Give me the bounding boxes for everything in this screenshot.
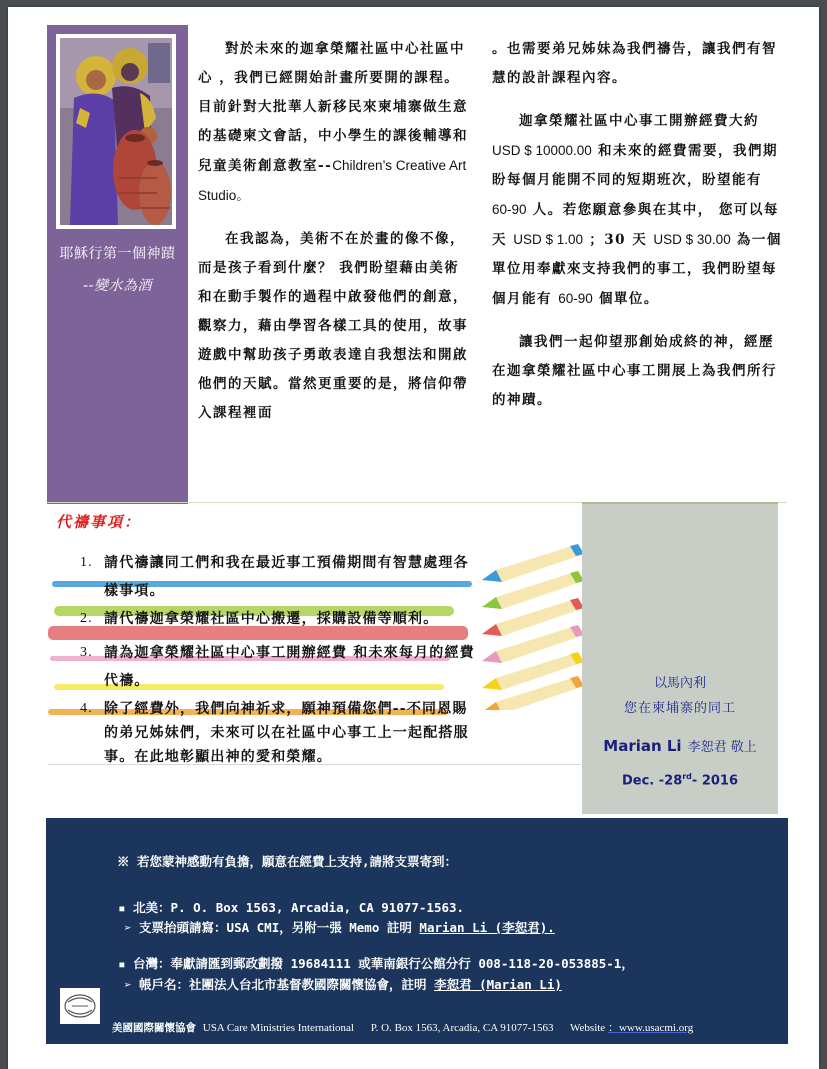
org-name-cn: 美國國際關懷協會 xyxy=(112,1022,196,1034)
prayer-title: 代禱事項： xyxy=(56,513,142,531)
org-info-line xyxy=(112,1019,693,1035)
donation-footer xyxy=(46,818,788,1044)
org-address: P. O. Box 1563, Arcadia, CA 91077-1563 xyxy=(370,1022,554,1034)
prayer-item: 1. 請代禱讓同工們和我在最近事工預備期間有智慧處理各樣事項。 xyxy=(80,555,469,599)
taiwan-account-name: ➢ 帳戶名：社團法人台北市基督教國際關懷協會，註明 李恕君 (Marian Li) xyxy=(124,977,562,992)
signature-date: Dec. -28rd- 2016 xyxy=(621,772,739,789)
org-name-en: USA Care Ministries International xyxy=(202,1022,354,1034)
signature-greeting: 以馬內利 xyxy=(653,676,706,691)
icon-painting-image xyxy=(56,34,176,229)
daily-amount: USD $ 1.00 xyxy=(513,232,583,247)
signature-name-cn: 李恕君 敬上 xyxy=(687,740,757,755)
unit-count: 60-90 xyxy=(558,291,593,306)
sidebar-panel xyxy=(47,25,188,504)
signature-panel xyxy=(582,502,778,814)
sidebar-caption-subtitle: --變水為酒 xyxy=(82,278,153,294)
north-america-check-instructions: ➢ 支票抬頭請寫：USA CMI，另附一張 Memo 註明 Marian Li (李恕君). xyxy=(124,920,555,935)
body-column-1 xyxy=(198,35,474,442)
paragraph-prayer-request: 。也需要弟兄姊妹為我們禱告，讓我們有智慧的設計課程內容。 xyxy=(492,41,777,86)
crayons-illustration xyxy=(478,540,588,710)
body-column-2 xyxy=(492,35,782,429)
sidebar-caption-title: 耶穌行第一個神蹟 xyxy=(59,246,176,262)
signature-role: 您在柬埔寨的同工 xyxy=(623,701,736,716)
startup-cost-amount: USD $ 10000.00 xyxy=(492,143,592,158)
monthly-unit-amount: USD $ 30.00 xyxy=(653,232,731,247)
prayer-item: 4. 除了經費外，我們向神祈求，願神預備您們--不同恩賜的弟兄姊妹們，未來可以在社區中心事工上一起配搭服事。在此地彰顯出神的愛和榮耀。 xyxy=(80,701,469,765)
paragraph-closing: 讓我們一起仰望那創始成終的神，經歷在迦拿榮耀社區中心事工開展上為我們所行的神蹟。 xyxy=(492,334,777,408)
signature-name xyxy=(582,736,778,755)
people-count: 60-90 xyxy=(492,202,527,217)
prayer-list xyxy=(80,549,480,769)
taiwan-bank-info: ▪ 台灣：奉獻請匯到郵政劃撥 19684111 或華南銀行公館分行 008-118-20-053885-1， xyxy=(118,956,634,971)
paragraph-art-philosophy: 在我認為，美術不在於畫的像不像，而是孩子看到什麼？ 我們盼望藉由美術和在動手製作的過程中啟發他們的創意，觀察力，藉由學習各樣工具的使用，故事遊戲中幫助孩子勇敢表達自我想法和開啟他們的天賦。當然更重要的是，將信仰帶入課程裡面 xyxy=(198,231,468,421)
art-studio-name: Children’s Creative Art Studio。 xyxy=(198,158,467,203)
prayer-item: 3. 請為迦拿榮耀社區中心事工開辦經費 和未來每月的經費代禱。 xyxy=(80,645,475,689)
paragraph-funding: 迦拿榮耀社區中心事工開辦經費大約 USD $ 10000.00 和未來的經費需要，我們期盼每個月能開不同的短期班次，盼望能有 60-90 人。若您願意參與在其中， 您可以每天 USD $ 1.00 ；30 天 USD $ 30.00 為一個單位用奉獻來支持我們的事工，我們盼望每個月能有 60-90 個單位。 xyxy=(492,113,782,307)
website-link[interactable]: ：www.usacmi.org xyxy=(607,1022,694,1034)
painting-illustration xyxy=(60,38,172,225)
donation-heading: ※ 若您蒙神感動有負擔，願意在經費上支持,請將支票寄到： xyxy=(117,854,458,869)
signature-name-en: Marian Li xyxy=(603,737,682,755)
north-america-address: ▪ 北美：P. O. Box 1563, Arcadia, CA 91077-1563. xyxy=(118,900,465,915)
paragraph-courses: 對於未來的迦拿榮耀社區中心社區中心 ，我們已經開始計畫所要開的課程。目前針對大批華人新移民來柬埔寨做生意的基礎柬文會話，中小學生的課後輔導和兒童美術創意教室--Children’s Creative Art Studio。 xyxy=(198,41,468,203)
org-logo-icon xyxy=(60,988,100,1024)
north-america-memo-note: Marian Li (李恕君). xyxy=(419,920,555,935)
prayer-item: 2. 請代禱迦拿榮耀社區中心搬遷，採購設備等順利。 xyxy=(80,611,439,627)
taiwan-memo-note: 李恕君 (Marian Li) xyxy=(434,977,562,992)
website-label: Website xyxy=(570,1022,606,1034)
